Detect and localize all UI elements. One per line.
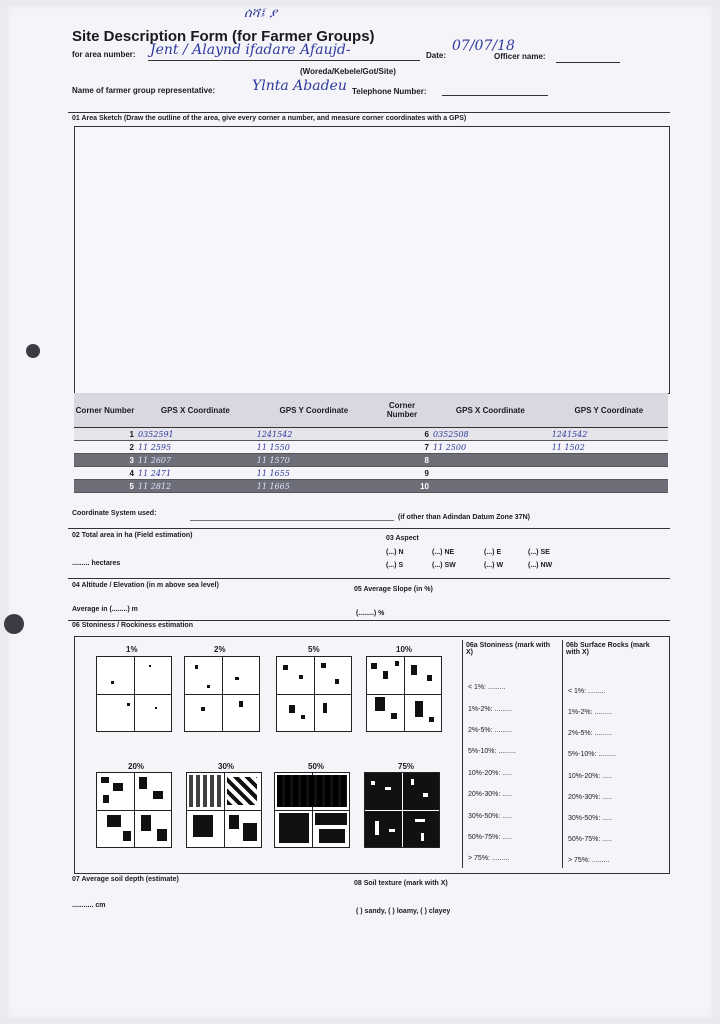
soil-texture-title: 08 Soil texture (mark with X) <box>354 880 448 887</box>
stoniness-option[interactable]: < 1%: ......... <box>468 684 506 691</box>
table-row <box>74 428 668 441</box>
surface-rocks-option[interactable]: 20%-30%: ..... <box>568 794 612 801</box>
stoniness-grid-5pct <box>276 656 352 732</box>
gps-x-cell[interactable]: 11 2812 <box>136 480 255 493</box>
stoniness-grid-1pct <box>96 656 172 732</box>
stoniness-grid-50pct <box>274 772 350 848</box>
col-header: Corner Number <box>74 393 136 428</box>
representative-label: Name of farmer group representative: <box>72 86 216 95</box>
gps-y-cell[interactable] <box>550 454 668 467</box>
table-row <box>74 454 668 467</box>
stoniness-grid-2pct <box>184 656 260 732</box>
corner-number: 8 <box>373 454 431 467</box>
stoniness-column-title: 06a Stoniness (mark with X) <box>466 642 551 656</box>
surface-rocks-option[interactable]: < 1%: ......... <box>568 688 606 695</box>
column-divider <box>562 640 563 868</box>
gps-y-cell[interactable]: 11 1502 <box>550 441 668 454</box>
corner-number: 3 <box>74 454 136 467</box>
aspect-option[interactable]: (...) NE <box>432 549 455 556</box>
stoniness-grid-20pct <box>96 772 172 848</box>
stoniness-option[interactable]: 10%-20%: ..... <box>468 770 512 777</box>
corner-number: 1 <box>74 428 136 441</box>
stoniness-option[interactable]: 30%-50%: ..... <box>468 813 512 820</box>
col-header: GPS Y Coordinate <box>550 393 668 428</box>
percent-label: 1% <box>126 645 138 654</box>
percent-label: 2% <box>214 645 226 654</box>
surface-rocks-option[interactable]: > 75%: ......... <box>568 857 610 864</box>
area-number-label: for area number: <box>72 50 136 59</box>
gps-y-cell[interactable]: 1241542 <box>550 428 668 441</box>
stoniness-option[interactable]: 50%-75%: ..... <box>468 834 512 841</box>
gps-x-cell[interactable]: 11 2471 <box>136 467 255 480</box>
percent-label: 75% <box>398 762 415 771</box>
slope-field[interactable]: (........) % <box>356 610 385 617</box>
sketch-title: 01 Area Sketch (Draw the outline of the area, give every corner a number, and measure corner coordinates with a GPS) <box>72 115 467 122</box>
gps-x-cell[interactable]: 11 2595 <box>136 441 255 454</box>
gps-x-cell[interactable] <box>431 467 550 480</box>
coord-system-line <box>190 520 394 521</box>
date-label: Date: <box>426 51 447 60</box>
stoniness-title: 06 Stoniness / Rockiness estimation <box>72 622 193 629</box>
corner-number: 7 <box>373 441 431 454</box>
gps-coordinates-table <box>74 393 668 493</box>
aspect-title: 03 Aspect <box>386 535 419 542</box>
surface-rocks-option[interactable]: 2%-5%: ......... <box>568 730 612 737</box>
total-area-title: 02 Total area in ha (Field estimation) <box>72 532 193 539</box>
table-row <box>74 480 668 493</box>
aspect-option[interactable]: (...) SW <box>432 562 456 569</box>
gps-y-cell[interactable]: 11 1655 <box>255 467 373 480</box>
form-title: Site Description Form (for Farmer Groups) <box>72 28 375 45</box>
officer-label: Officer name: <box>494 52 546 61</box>
stoniness-option[interactable]: 2%-5%: ......... <box>468 727 512 734</box>
divider <box>68 112 670 113</box>
gps-y-cell[interactable] <box>550 480 668 493</box>
soil-texture-options[interactable]: ( ) sandy, ( ) loamy, ( ) clayey <box>356 908 451 915</box>
corner-number: 9 <box>373 467 431 480</box>
stoniness-option[interactable]: 1%-2%: ......... <box>468 706 512 713</box>
aspect-option[interactable]: (...) NW <box>528 562 553 569</box>
slope-title: 05 Average Slope (in %) <box>354 586 433 593</box>
surface-rocks-column-title: 06b Surface Rocks (mark with X) <box>566 642 650 656</box>
gps-x-cell[interactable]: 11 2607 <box>136 454 255 467</box>
gps-x-cell[interactable]: 11 2500 <box>431 441 550 454</box>
phone-line <box>442 95 548 96</box>
stoniness-option[interactable]: 20%-30%: ..... <box>468 791 512 798</box>
table-row <box>74 467 668 480</box>
corner-number: 5 <box>74 480 136 493</box>
col-header: Corner Number <box>373 393 431 428</box>
corner-number: 10 <box>373 480 431 493</box>
percent-label: 10% <box>396 645 413 654</box>
corner-number: 2 <box>74 441 136 454</box>
phone-label: Telephone Number: <box>352 87 427 96</box>
total-area-field[interactable]: ......... hectares <box>72 560 121 567</box>
punch-hole <box>26 344 40 358</box>
col-header: GPS Y Coordinate <box>255 393 373 428</box>
stoniness-grid-10pct <box>366 656 442 732</box>
gps-y-cell[interactable] <box>550 467 668 480</box>
punch-hole <box>4 614 24 634</box>
aspect-option[interactable]: (...) E <box>484 549 502 556</box>
corner-number: 6 <box>373 428 431 441</box>
gps-y-cell[interactable]: 11 1570 <box>255 454 373 467</box>
aspect-option[interactable]: (...) W <box>484 562 504 569</box>
surface-rocks-option[interactable]: 5%-10%: ......... <box>568 751 616 758</box>
soil-depth-title: 07 Average soil depth (estimate) <box>72 876 179 883</box>
stoniness-option[interactable]: 5%-10%: ......... <box>468 748 516 755</box>
coord-system-note: (if other than Adindan Datum Zone 37N) <box>398 514 530 521</box>
aspect-option[interactable]: (...) S <box>386 562 404 569</box>
officer-line <box>556 62 620 63</box>
date-value[interactable]: 07/07/18 <box>452 38 515 54</box>
stoniness-grid-30pct <box>186 772 262 848</box>
table-row <box>74 441 668 454</box>
soil-depth-field[interactable]: ........... cm <box>72 902 106 909</box>
divider <box>68 578 670 579</box>
aspect-option[interactable]: (...) N <box>386 549 404 556</box>
percent-label: 50% <box>308 762 325 771</box>
gps-y-cell[interactable]: 1241542 <box>255 428 373 441</box>
altitude-title: 04 Altitude / Elevation (in m above sea level) <box>72 582 219 589</box>
corner-handwritten-note: ሰሻ፤ ያ <box>244 6 278 21</box>
stoniness-option[interactable]: > 75%: ......... <box>468 855 510 862</box>
gps-x-cell[interactable] <box>431 480 550 493</box>
stoniness-grid-75pct <box>364 772 440 848</box>
gps-x-cell[interactable]: 0352508 <box>431 428 550 441</box>
percent-label: 30% <box>218 762 235 771</box>
col-header: GPS X Coordinate <box>136 393 255 428</box>
altitude-field[interactable]: Average in (........) m <box>72 606 138 613</box>
percent-label: 5% <box>308 645 320 654</box>
area-number-value[interactable]: Jent / Alaynd ifadare Afaujd- <box>150 42 351 58</box>
woreda-label: (Woreda/Kebele/Got/Site) <box>300 67 396 76</box>
divider <box>68 620 670 621</box>
column-divider <box>462 640 463 868</box>
col-header: GPS X Coordinate <box>431 393 550 428</box>
coord-system-label: Coordinate System used: <box>72 510 157 517</box>
representative-value[interactable]: Ylnta Abadeu <box>252 78 347 94</box>
gps-y-cell[interactable]: 11 1665 <box>255 480 373 493</box>
surface-rocks-option[interactable]: 30%-50%: ..... <box>568 815 612 822</box>
gps-x-cell[interactable] <box>431 454 550 467</box>
percent-label: 20% <box>128 762 145 771</box>
corner-number: 4 <box>74 467 136 480</box>
gps-y-cell[interactable]: 11 1550 <box>255 441 373 454</box>
area-line <box>148 60 420 61</box>
gps-x-cell[interactable]: 0352591 <box>136 428 255 441</box>
surface-rocks-option[interactable]: 10%-20%: ..... <box>568 773 612 780</box>
area-sketch-box[interactable] <box>74 126 670 394</box>
divider <box>68 528 670 529</box>
surface-rocks-option[interactable]: 1%-2%: ......... <box>568 709 612 716</box>
surface-rocks-option[interactable]: 50%-75%: ..... <box>568 836 612 843</box>
aspect-option[interactable]: (...) SE <box>528 549 550 556</box>
